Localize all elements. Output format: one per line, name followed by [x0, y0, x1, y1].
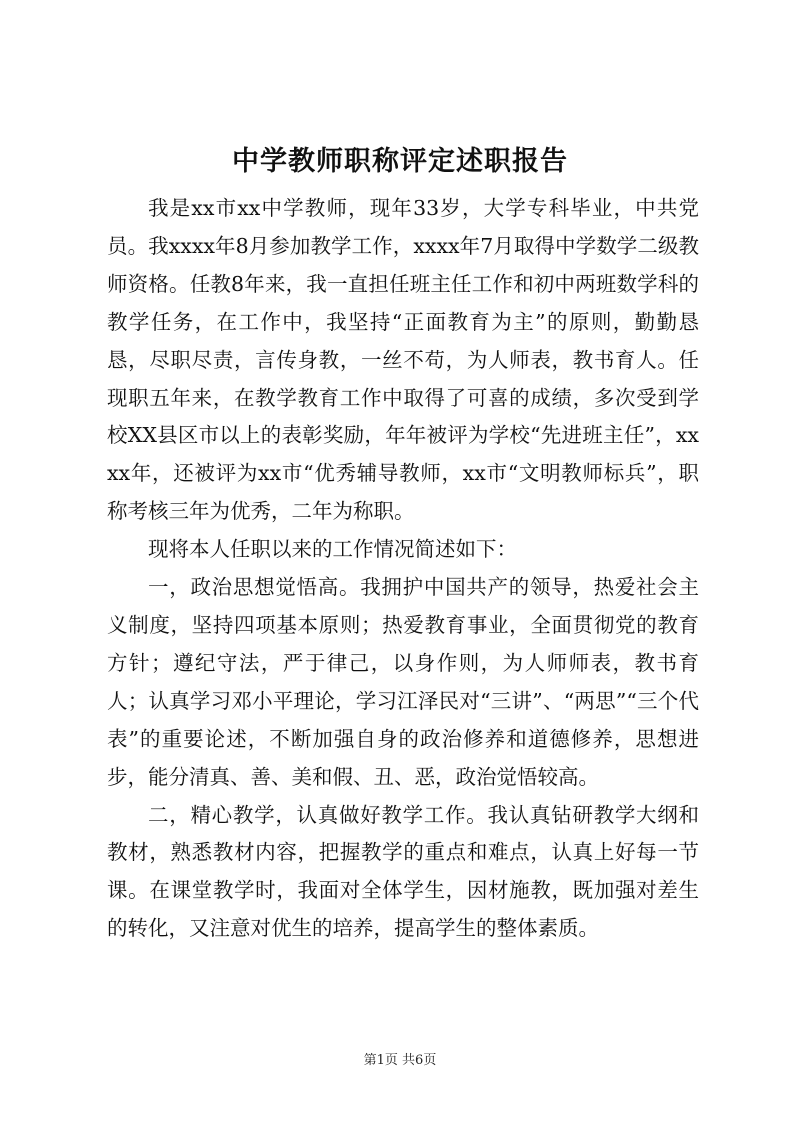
paragraph-summary-lead: 现将本人任职以来的工作情况简述如下： [148, 537, 517, 562]
document-title: 中学教师职称评定述职报告 [232, 146, 568, 177]
paragraph-political: 一，政治思想觉悟高。我拥护中国共产的领导，热爱社会主义制度，坚持四项基本原则；热爱教育事业，全面贯彻党的教育方针；遵纪守法，严于律己，以身作则，为人师师表，教书育人；认真学习邓小平理论，学习江泽民对“三讲”、“两思”“三个代表”的重要论述，不断加强自身的政治修养和道德修养，思想进步，能分清真、善、美和假、丑、恶，政治觉悟较高。 [107, 575, 699, 789]
page-footer: 第1页 共6页 [363, 1053, 437, 1068]
document-body [107, 190, 699, 948]
paragraph-teaching: 二，精心教学，认真做好教学工作。我认真钻研教学大纲和教材，熟悉教材内容，把握教学的重点和难点，认真上好每一节课。在课堂教学时，我面对全体学生，因材施教，既加强对差生的转化，又注意对优生的培养，提高学生的整体素质。 [107, 802, 699, 941]
paragraph-intro: 我是xx市xx中学教师，现年33岁，大学专科毕业，中共党员。我xxxx年8月参加教学工作，xxxx年7月取得中学数学二级教师资格。任教8年来，我一直担任班主任工作和初中两班数学科的教学任务，在工作中，我坚持“正面教育为主”的原则，勤勤恳恳，尽职尽责，言传身教，一丝不苟，为人师表，教书育人。任现职五年来，在教学教育工作中取得了可喜的成绩，多次受到学校XX县区市以上的表彰奖励，年年被评为学校“先进班主任”，xxxx年，还被评为xx市“优秀辅导教师，xx市“文明教师标兵”，职称考核三年为优秀，二年为称职。 [107, 196, 699, 524]
